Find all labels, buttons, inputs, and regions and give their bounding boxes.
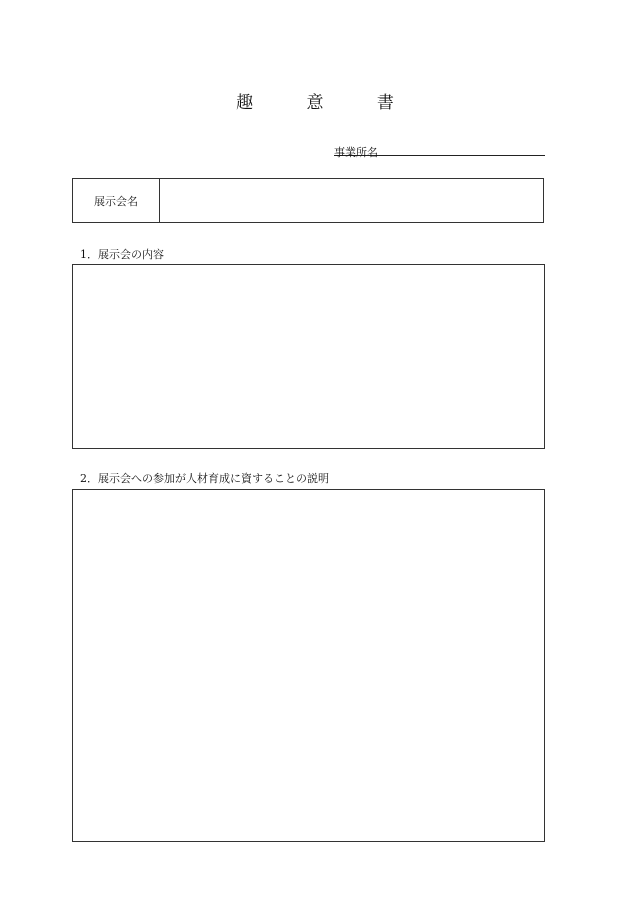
exhibition-name-field[interactable] [160,179,543,222]
exhibition-name-label: 展示会名 [73,179,160,222]
exhibition-name-row [72,178,544,223]
office-name-field[interactable] [334,141,545,159]
office-name-label: 事業所名 [334,146,378,159]
document-title: 趣 意 書 [236,93,418,113]
section-1-heading: 1．展示会の内容 [80,248,164,261]
section-1-content-box[interactable] [72,264,545,449]
section-2-content-box[interactable] [72,489,545,842]
section-2-heading: 2．展示会への参加が人材育成に資することの説明 [80,472,329,485]
